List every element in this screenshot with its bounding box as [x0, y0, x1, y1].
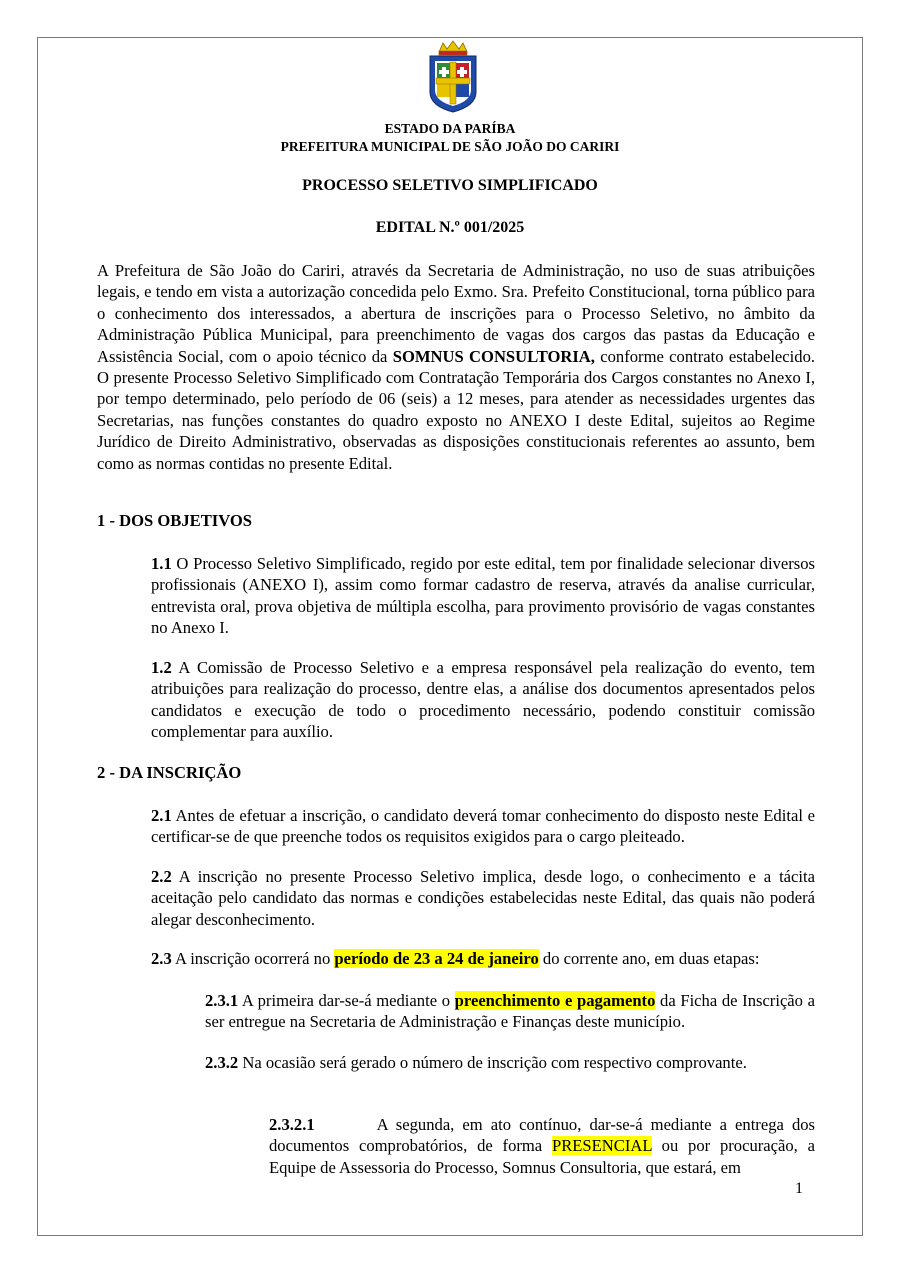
page-number: 1	[795, 1180, 803, 1197]
prefecture-name: PREFEITURA MUNICIPAL DE SÃO JOÃO DO CARIRI	[280, 139, 620, 154]
clause-2-3-2: 2.3.2 Na ocasião será gerado o número de inscrição com respectivo comprovante.	[205, 1053, 747, 1072]
highlight-presencial: PRESENCIAL	[551, 1136, 652, 1156]
section-heading-objetivos: 1 - DOS OBJETIVOS	[97, 511, 253, 530]
clause-2-2: 2.2 A inscrição no presente Processo Seletivo implica, desde logo, o conhecimento e a tácita aceitação pelo candidato das normas e condições estabelecidas neste Edital, das quais não poderá alegar desconhecimento.	[151, 867, 815, 929]
highlight-payment: preenchimento e pagamento	[454, 991, 656, 1010]
edital-number: EDITAL N.º 001/2025	[375, 219, 525, 236]
municipal-crest-logo	[425, 40, 481, 114]
document-title: PROCESSO SELETIVO SIMPLIFICADO	[302, 177, 598, 194]
intro-paragraph: A Prefeitura de São João do Cariri, através da Secretaria de Administração, no uso de suas atribuições legais, e tendo em vista a autorização concedida pelo Exmo. Sra. Prefeito Constitucional, torna público para o conhecimento dos interessados, a abertura de inscrições para o Processo Seletivo, no âmbito da Administração Pública Municipal, para preenchimento de vagas dos cargos das pastas da Educação e Assistência Social, com o apoio técnico da SOMNUS CONSULTORIA, conforme contrato estabelecido. O presente Processo Seletivo Simplificado com Contratação Temporária dos Cargos constantes no Anexo I, por tempo determinado, pelo período de 06 (seis) a 12 meses, para atender as necessidades urgentes das Secretarias, nas funções constantes do quadro exposto no ANEXO I deste Edital, sujeitos ao Regime Jurídico de Direito Administrativo, observadas as disposições constitucionais referentes ao assunto, bem como as normas contidas no presente Edital.	[97, 261, 816, 473]
clause-2-3: 2.3 A inscrição ocorrerá no período de 23 a 24 de janeiro do corrente ano, em duas etapas:	[151, 949, 760, 968]
state-name: ESTADO DA PARÍBA	[384, 121, 516, 136]
clause-2-1: 2.1 Antes de efetuar a inscrição, o candidato deverá tomar conhecimento do disposto neste Edital e certificar-se de que preenche todos os requisitos exigidos para o cargo pleiteado.	[151, 806, 815, 847]
section-heading-inscricao: 2 - DA INSCRIÇÃO	[97, 763, 242, 782]
clause-1-2: 1.2 A Comissão de Processo Seletivo e a empresa responsável pela realização do evento, tem atribuições para realização do processo, dentre elas, a análise dos documentos apresentados pelos candidatos e execução de todo o procedimento necessário, podendo constituir comissão complementar para auxílio.	[151, 658, 815, 742]
clause-1-1: 1.1 O Processo Seletivo Simplificado, regido por este edital, tem por finalidade selecionar diversos profissionais (ANEXO I), assim como formar cadastro de reserva, através da analise curricular, entrevista oral, prova objetiva de múltipla escolha, para provimento provisório de vagas constantes no Anexo I.	[151, 554, 815, 638]
highlight-period: período de 23 a 24 de janeiro	[334, 949, 539, 968]
clause-2-3-1: 2.3.1 A primeira dar-se-á mediante o preenchimento e pagamento da Ficha de Inscrição a ser entregue na Secretaria de Administração e Finanças deste município.	[205, 991, 815, 1032]
clause-2-3-2-1: 2.3.2.1 A segunda, em ato contínuo, dar-se-á mediante a entrega dos documentos comprobatórios, de forma PRESENCIAL ou por procuração, a Equipe de Assessoria do Processo, Somnus Consultoria, que estará, em	[269, 1115, 815, 1177]
